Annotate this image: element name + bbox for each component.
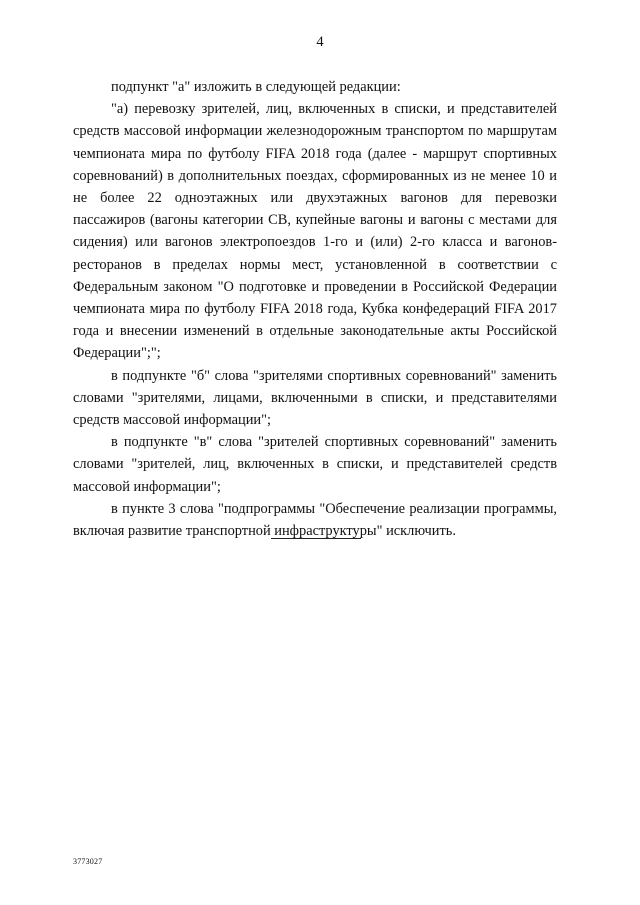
paragraph-subitem-b: в подпункте "б" слова "зрителями спортивных соревнований" заменить словами "зрителями, лицами, включенными в списки, и представителями средств массовой информации"; xyxy=(73,367,557,429)
paragraph-subitem-a: "а) перевозку зрителей, лиц, включенных в списки, и представителей средств массовой информации железнодорожным транспортом по маршрутам чемпионата мира по футболу FIFA 2018 года (далее - маршрут спортивных соревнований) в дополнительных поездах, сформированных из не менее 10 и не более 22 одноэтажных или двухэтажных вагонов для перевозки пассажиров (вагоны категории СВ, купейные вагоны и вагоны с местами для сидения) или вагонов электропоездов 1-го и (или) 2-го класса и вагонов-ресторанов в пределах нормы мест, установленной в соответствии с Федеральным законом "О подготовке и проведении в Российской Федерации чемпионата мира по футболу FIFA 2018 года, Кубка конфедераций FIFA 2017 года и внесении изменений в отдельные законодательные акты Российской Федерации";"; xyxy=(73,101,557,362)
end-divider-line xyxy=(271,538,361,539)
paragraph-subitem-v: в подпункте "в" слова "зрителей спортивных соревнований" заменить словами "зрителей, лиц, включенных в списки, и представителей средств массовой информации"; xyxy=(73,434,557,495)
document-body xyxy=(73,76,557,542)
document-id: 3773027 xyxy=(73,857,103,866)
paragraph-intro: подпункт "а" изложить в следующей редакции: xyxy=(111,79,401,95)
paragraph-point-3: в пункте 3 слова "подпрограммы "Обеспечение реализации программы, включая развитие транспортной инфраструктуры" исключить. xyxy=(73,500,557,540)
page-number: 4 xyxy=(316,34,324,50)
